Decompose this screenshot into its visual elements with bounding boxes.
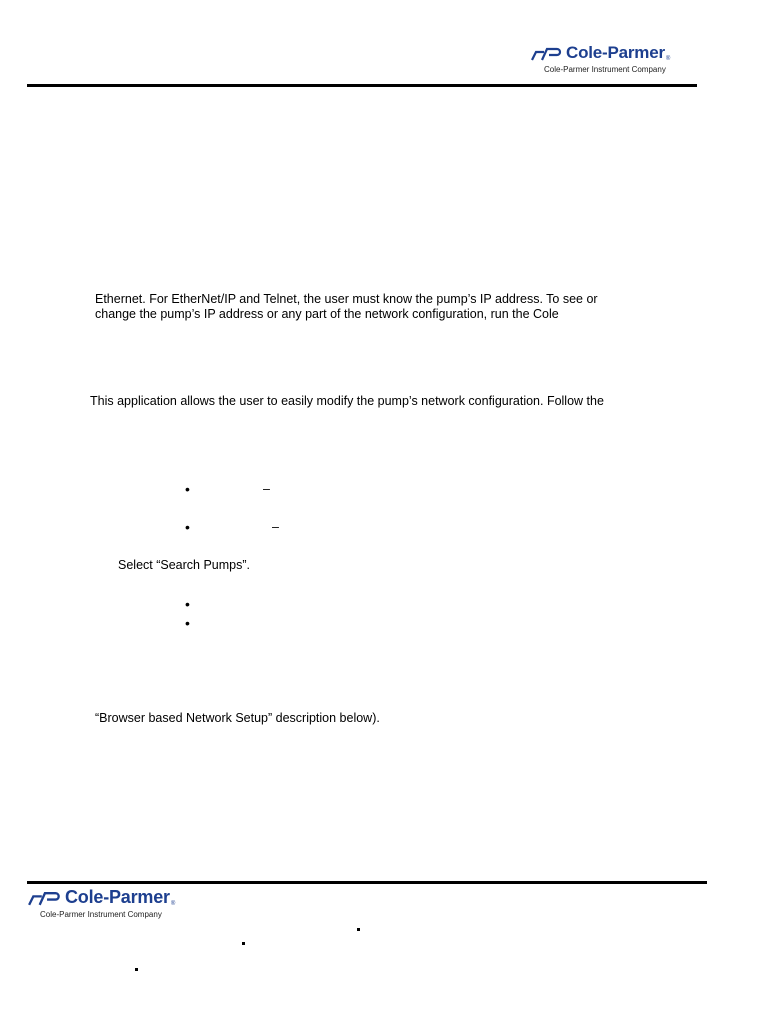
paragraph-1-line-1: Ethernet. For EtherNet/IP and Telnet, the user must know the pump’s IP address. To see or — [95, 292, 598, 306]
footer-logo — [27, 888, 175, 919]
bullet-item-1: • — [185, 481, 190, 497]
footer-logo-subtitle: Cole-Parmer Instrument Company — [40, 910, 162, 919]
footer-rule — [27, 881, 707, 884]
footer-dot-2 — [242, 942, 245, 945]
bullet-item-4: • — [185, 615, 190, 631]
header-rule — [27, 84, 697, 87]
logo-subtitle: Cole-Parmer Instrument Company — [544, 65, 666, 74]
registered-mark: ® — [665, 56, 671, 62]
footer-registered-mark: ® — [170, 901, 176, 907]
paragraph-2-line-1: This application allows the user to easily modify the pump’s network configuration. Follow the — [90, 394, 604, 408]
bullet-item-1-dash: – — [263, 482, 270, 496]
bullet-item-2: • — [185, 519, 190, 535]
paragraph-1-line-2: change the pump’s IP address or any part of the network configuration, run the Cole — [95, 307, 559, 321]
cole-parmer-logo-mark-icon — [27, 890, 65, 907]
cole-parmer-logo-mark-icon — [530, 46, 566, 62]
header-logo — [530, 44, 670, 74]
footer-dot-3 — [135, 968, 138, 971]
paragraph-3-line-1: “Browser based Network Setup” description below). — [95, 711, 380, 725]
footer-dot-1 — [357, 928, 360, 931]
step-select-search-pumps: Select “Search Pumps”. — [118, 558, 250, 572]
bullet-item-2-dash: – — [272, 520, 279, 534]
bullet-item-3: • — [185, 596, 190, 612]
logo-name: Cole-Parmer — [566, 43, 665, 62]
footer-logo-name: Cole-Parmer — [65, 887, 170, 907]
